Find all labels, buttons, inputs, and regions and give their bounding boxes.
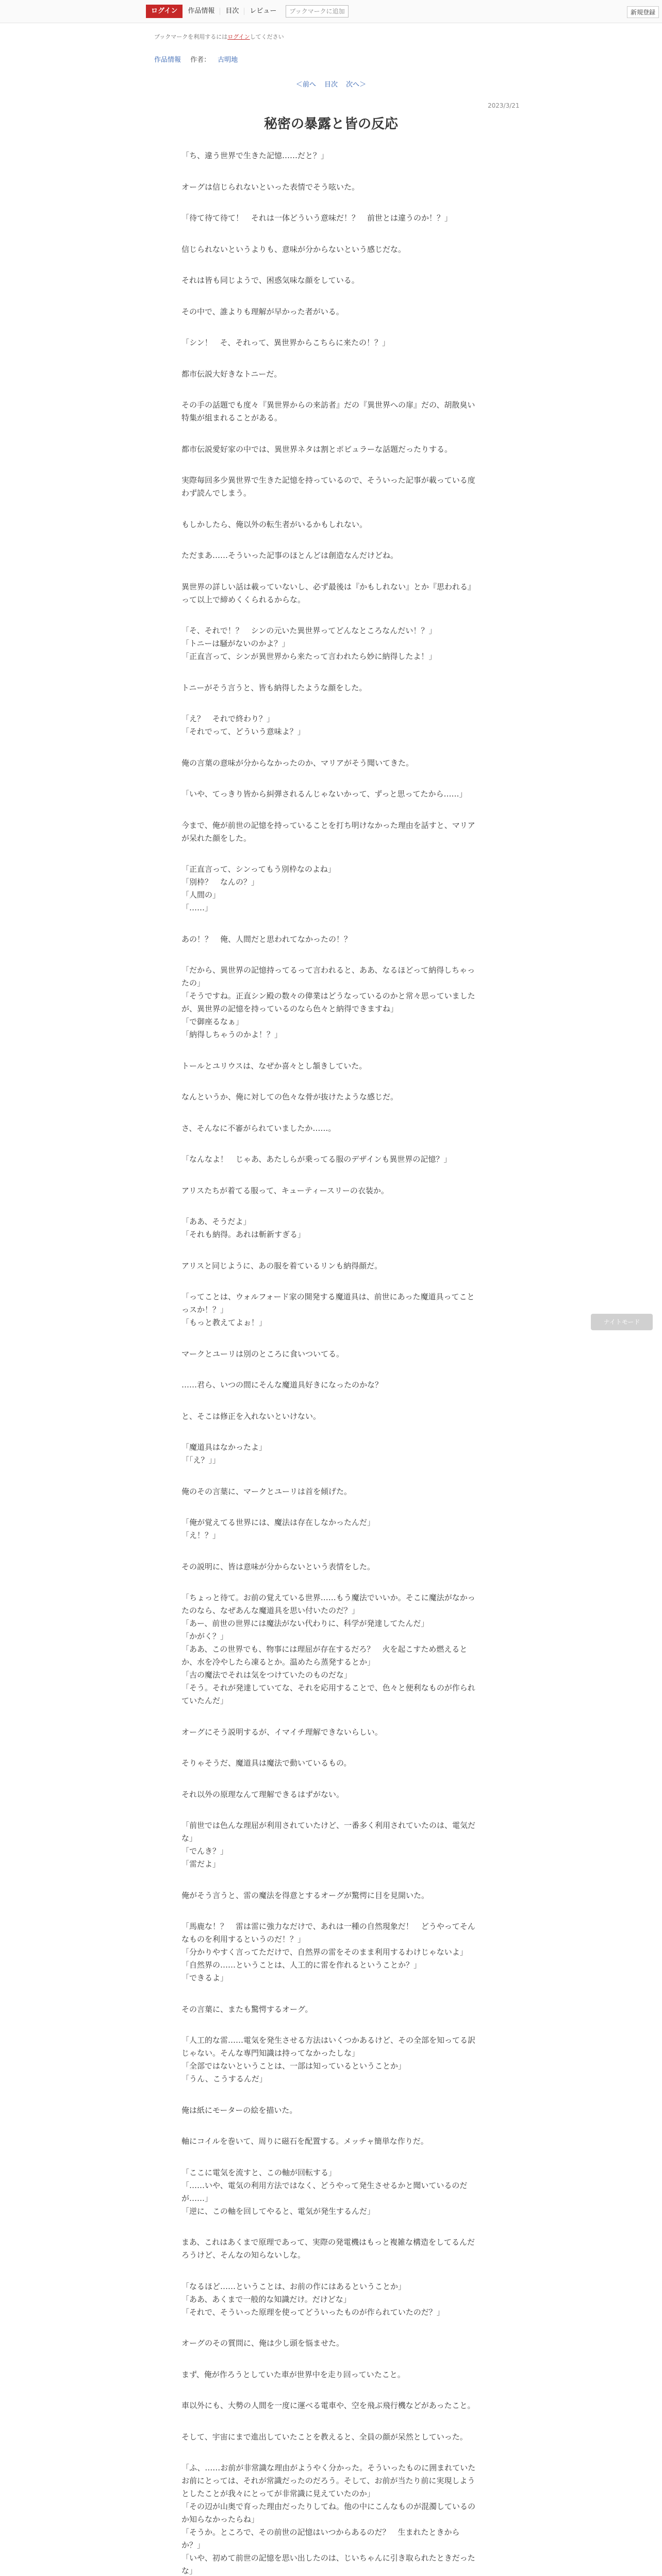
story-paragraph: と、そこは修正を入れないといけない。: [181, 1411, 321, 1421]
story-paragraph: 「なるほど……ということは、お前の作にはあるということか」 「ああ、あくまで一般的な知識だけ。だけどな」 「それで、そういった原理を使ってどういったものが作られていたのだ？」: [181, 2281, 444, 2317]
story-paragraph: なんというか、俺に対しての色々な骨が抜けたような感じだ。: [181, 1092, 399, 1101]
story-paragraph: 俺の言葉の意味が分からなかったのか、マリアがそう聞いてきた。: [181, 758, 414, 768]
episode-title: 秘密の暴露と皆の反応: [263, 116, 398, 132]
top-nav: [146, 5, 349, 18]
story-paragraph: 信じられないというよりも、意味が分からないという感じだな。: [181, 244, 406, 254]
story-paragraph: 「ってことは、ウォルフォード家の開発する魔道具は、前世にあった魔道具ってことっスか！？」 「もっと教えてよぉ！」: [181, 1292, 475, 1327]
story-paragraph: 都市伝説愛好家の中では、異世界ネタは割とポピュラーな話題だったりする。: [181, 444, 453, 454]
story-paragraph: その中で、誰よりも理解が早かった者がいる。: [181, 307, 344, 316]
story-paragraph: 俺は紙にモーターの絵を描いた。: [181, 2105, 297, 2115]
story-paragraph: そりゃそうだ、魔道具は魔法で動いているもの。: [181, 1758, 352, 1768]
story-paragraph: アリスたちが着てる服って、キューティースリーの衣装か。: [181, 1185, 389, 1195]
story-paragraph: トニーがそう言うと、皆も納得したような顔をした。: [181, 683, 367, 692]
story-paragraph: オーグのその質問に、俺は少し頭を悩ませた。: [181, 2338, 344, 2348]
work-info-link[interactable]: 作品情報: [154, 56, 181, 64]
story-paragraph: オーグは信じられないといった表情でそう呟いた。: [181, 182, 360, 192]
author-label: [190, 56, 245, 64]
notice-prefix: ブックマークを利用するには: [154, 33, 228, 40]
story-paragraph: まず、俺が作ろうとしていた車が世界中を走り回っていたこと。: [181, 2369, 405, 2379]
bookmark-notice: [154, 32, 284, 41]
top-bar: [0, 0, 662, 23]
story-paragraph: 「馬鹿な！？ 雷は雷に強力なだけで、あれは一種の自然現象だ！ どうやってそんなものを利用するというのだ！？」 「分かりやすく言ってただけで、自然界の雷をそのまま利用するわけじゃないよ」 「自然界の……ということは、人工的に雷を作れるということか？」 「できるよ」: [181, 1922, 475, 1982]
episode-date: 2023/3/21: [488, 102, 520, 109]
story-paragraph: 「ああ、そうだよ」 「それも納得。あれは斬新すぎる」: [181, 1217, 306, 1239]
story-paragraph: その言葉に、またも驚愕するオーグ。: [181, 2004, 313, 2014]
story-paragraph: 「なんなよ！ じゃあ、あたしらが乗ってる服のデザインも異世界の記憶？」: [181, 1155, 452, 1164]
story-paragraph: それ以外の原理なんて理解できるはずがない。: [181, 1789, 344, 1799]
notice-login-link[interactable]: ログイン: [227, 33, 250, 40]
nav-review[interactable]: レビュー: [250, 7, 277, 15]
story-paragraph: ……君ら、いつの間にそんな魔道具好きになったのかな？: [181, 1380, 383, 1389]
next-link[interactable]: 次へ＞: [346, 81, 367, 89]
story-paragraph: 「人工的な雷……電気を発生させる方法はいくつかあるけど、その全部を知ってる訳じゃない。そんな専門知識は持ってなかったしな」 「全部ではないということは、一部は知っているということか」 「うん、こうするんだ」: [181, 2036, 476, 2083]
story-paragraph: 異世界の詳しい話は載っていないし、必ず最後は『かもしれない』とか『思われる』って以上で締めくくられるからな。: [181, 582, 476, 604]
nav-work-info[interactable]: 作品情報: [183, 8, 220, 15]
story-paragraph: 「ちょっと待て。お前の覚えている世界……もう魔法でいいか。そこに魔法がなかったのなら、なぜあんな魔道具を思い付いたのだ？」 「あー、前世の世界には魔法がない代わりに、科学が発達してたんだ」 「かがく？」 「ああ、この世界でも、物事には理屈が存在するだろ？ 火を起こすため燃えるとか、水を冷やしたら凍るとか。温めたら蒸発するとか」 「古の魔法でそれは気をつけていたのものだな」 「そう。それが発達していてな、それを応用することで、色々と便利なものが作られていたんだ」: [181, 1593, 475, 1705]
story-paragraph: まあ、これはあくまで原理であって、実際の発電機はもっと複雑な構造をしてるんだろうけど、そんなの知らないしな。: [181, 2238, 475, 2260]
story-paragraph: 「ふ、……お前が非常識な理由がようやく分かった。そういったものに囲まれていたお前にとっては、それが常識だったのだろう。そして、お前が当たり前に実現しようとしたことが我々にとってが非常識に見えていたのか」 「その辺が山奥で育った理由だったりしてね。他の中にこんなものが混濁しているのか知らなかったらね」 「そうか。ところで、その前世の記憶はいつからあるのだ？ 生まれたときからか？」 「いや、初めて前世の記憶を思い出したのは、じいちゃんに引き取られたときだったな」: [181, 2463, 476, 2575]
story-paragraph: 「そ、それで！？ シンの元いた異世界ってどんなところなんだい！？」 「トニーは騒がないのかよ？」 「正直言って、シンが異世界から来たって言われたら妙に納得したよ！」: [181, 626, 437, 661]
notice-suffix: してください: [250, 33, 284, 40]
story-paragraph: 「ち、違う世界で生きた記憶……だと？」: [181, 151, 329, 160]
story-paragraph: オーグにそう説明するが、イマイチ理解できないらしい。: [181, 1727, 383, 1737]
story-paragraph: もしかしたら、俺以外の転生者がいるかもしれない。: [181, 519, 368, 529]
story-paragraph: それは皆も同じようで、困惑気味な顔をしている。: [181, 276, 359, 285]
author-link[interactable]: 古明地: [218, 56, 238, 64]
story-paragraph: その説明に、皆は意味が分からないという表情をした。: [181, 1562, 375, 1571]
pager-top: [0, 79, 662, 89]
story-paragraph: あの！？ 俺、人間だと思われてなかったの！？: [181, 934, 352, 944]
nav-toc[interactable]: 目次: [220, 8, 244, 15]
story-paragraph: 軸にコイルを巻いて、周りに磁石を配置する。メッチャ簡単な作りだ。: [181, 2137, 428, 2146]
story-paragraph: 車以外にも、大勢の人間を一度に運べる電車や、空を飛ぶ飛行機などがあったこと。: [181, 2401, 475, 2410]
author-label-text: 作者：: [190, 56, 211, 64]
story-body: [181, 149, 482, 2576]
story-paragraph: 実際毎回多少異世界で生きた記憶を持っているので、そういった記事が載っている度わず読んでしまう。: [181, 476, 475, 498]
story-paragraph: 「魔道具はなかったよ」 「「え？」」: [181, 1443, 267, 1465]
story-paragraph: 「いや、てっきり皆から糾弾されるんじゃないかって、ずっと思ってたから……」: [181, 789, 467, 799]
toc-link[interactable]: 目次: [324, 81, 338, 89]
story-paragraph: 今まで、俺が前世の記憶を持っていることを打ち明けなかった理由を話すと、マリアが呆れた顔をした。: [181, 820, 475, 843]
story-paragraph: 「だから、異世界の記憶持ってるって言われると、ああ、なるほどって納得しちゃったの」 「そうですね。正直シン殿の数々の偉業はどうなっているのかと常々思っていましたが、異世界の記憶を持っているのなら色々と納得できますね」 「で御座るなぁ」 「納得しちゃうのかよ！？」: [181, 965, 475, 1039]
story-paragraph: アリスと同じように、あの服を着ているリンも納得顔だ。: [181, 1261, 383, 1270]
story-paragraph: 都市伝説大好きなトニーだ。: [181, 369, 282, 379]
story-paragraph: 俺がそう言うと、雷の魔法を得意とするオーグが驚愕に目を見開いた。: [181, 1890, 429, 1900]
story-paragraph: 「え？ それで終わり？」 「それでって、どういう意味よ？」: [181, 714, 305, 736]
story-paragraph: 「前世では色んな理屈が利用されていたけど、一番多く利用されていたのは、電気だな」 「でんき？」 「雷だよ」: [181, 1821, 476, 1869]
bookmark-button[interactable]: ブックマークに追加: [286, 5, 348, 18]
story-paragraph: その手の話題でも度々『異世界からの来訪者』だの『異世界への扉』だの、胡散臭い特集が組まれることがある。: [181, 400, 475, 422]
story-paragraph: ただまあ……そういった記事のほとんどは創造なんだけどね。: [181, 551, 399, 560]
signup-button[interactable]: 新規登録: [627, 6, 659, 18]
story-paragraph: トールとユリウスは、なぜか喜々とし頷きしていた。: [181, 1061, 367, 1071]
night-mode-button[interactable]: ナイトモード: [591, 1314, 653, 1330]
story-paragraph: 「俺が覚えてる世界には、魔法は存在しなかったんだ」 「え！？」: [181, 1518, 375, 1540]
story-paragraph: 「正直言って、シンってもう別枠なのよね」 「別枠？ なんの？」 「人間の」 「……」: [181, 865, 336, 912]
prev-link[interactable]: ＜前へ: [295, 81, 316, 89]
work-meta: [154, 54, 252, 64]
story-paragraph: そして、宇宙にまで進出していたことを教えると、全員の顔が呆然としていった。: [181, 2432, 468, 2442]
story-paragraph: 「シン！ そ、それって、異世界からこちらに来たの！？」: [181, 338, 390, 347]
story-paragraph: さ、そんなに不審がられていましたか……。: [181, 1123, 336, 1133]
story-paragraph: マークとユーリは別のところに食いついてる。: [181, 1349, 344, 1359]
story-paragraph: 「待て待て待て！ それは一体どういう意味だ！？ 前世とは違うのか！？」: [181, 213, 453, 223]
story-paragraph: 「ここに電気を流すと、この軸が回転する」 「……いや、電気の利用方法ではなく、どうやって発生させるかと聞いているのだが……」 「逆に、この軸を回してやると、電気が発生するんだ」: [181, 2167, 468, 2216]
login-button[interactable]: ログイン: [146, 5, 183, 18]
story-paragraph: 俺のその言葉に、マークとユーリは首を傾げた。: [181, 1486, 352, 1496]
